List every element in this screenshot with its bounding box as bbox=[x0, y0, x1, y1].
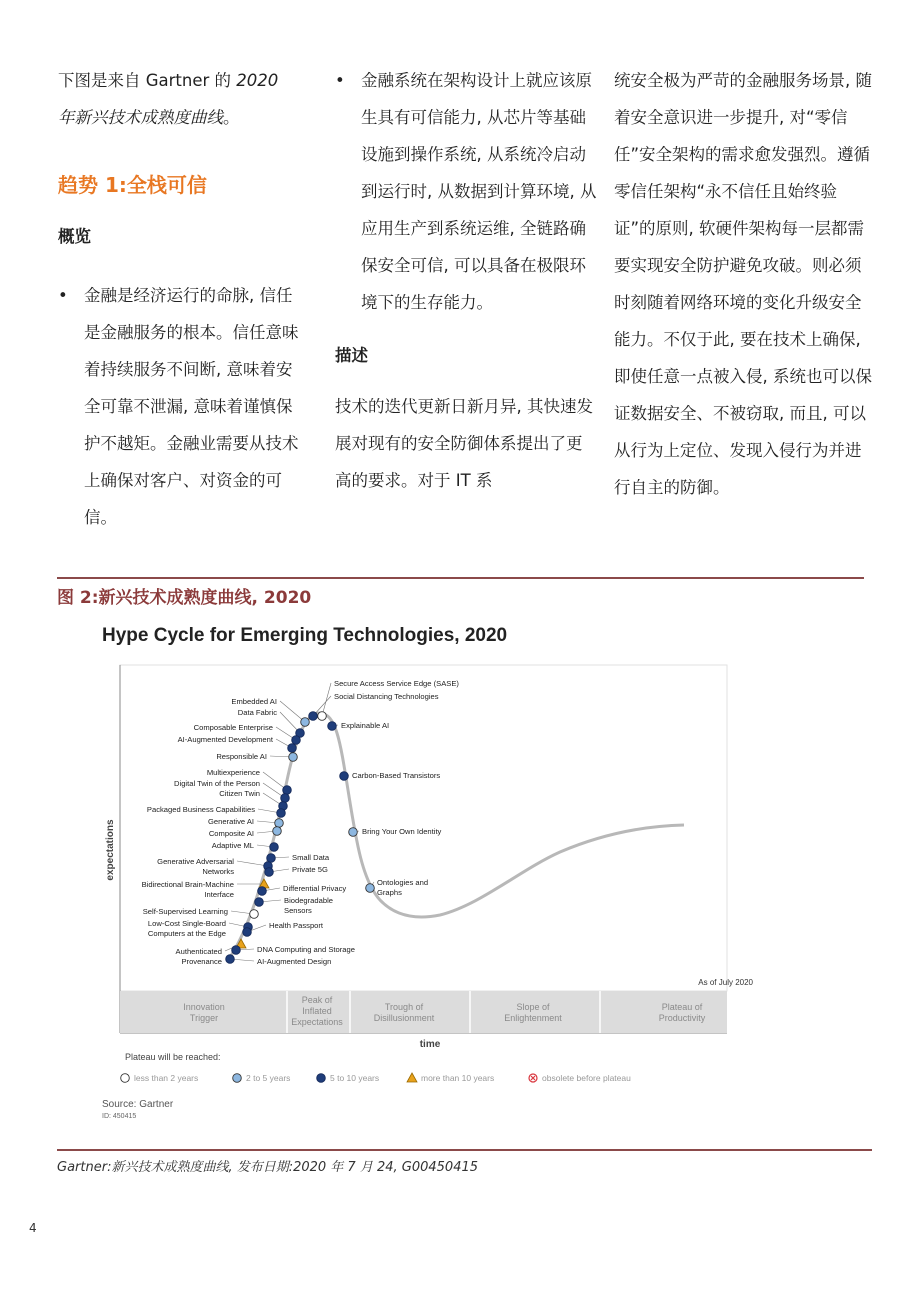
legend-label-5-to-10-years: 5 to 10 years bbox=[330, 1073, 380, 1083]
as-of-note: As of July 2020 bbox=[698, 978, 753, 987]
marker-multiexperience bbox=[283, 786, 292, 795]
marker-private-5g bbox=[265, 868, 274, 877]
marker-generative-ai bbox=[275, 819, 284, 828]
marker-bring-your-own-identity bbox=[349, 828, 358, 837]
label-social-distancing-technologies: Social Distancing Technologies bbox=[334, 692, 439, 701]
legend-marker-more-than-10-years bbox=[407, 1073, 417, 1082]
marker-composite-ai bbox=[273, 827, 282, 836]
label-generative-ai: Generative AI bbox=[207, 817, 254, 826]
label-citizen-twin: Citizen Twin bbox=[219, 789, 260, 798]
marker-small-data bbox=[267, 854, 276, 863]
marker-responsible-ai bbox=[289, 753, 298, 762]
legend-marker-2-to-5-years bbox=[233, 1074, 242, 1083]
label-ai-augmented-design: AI-Augmented Design bbox=[257, 957, 332, 966]
source-text: Source: Gartner bbox=[102, 1099, 174, 1110]
label-composite-ai: Composite AI bbox=[208, 829, 254, 838]
intro-year: 2020 bbox=[236, 71, 279, 90]
label-multiexperience: Multiexperience bbox=[206, 768, 260, 777]
marker-self-supervised-learning bbox=[250, 910, 259, 919]
marker-differential-privacy bbox=[258, 887, 267, 896]
bullet-text-1: 金融是经济运行的命脉, 信任是金融服务的根本。信任意味着持续服务不间断, 意味着安全可靠不泄漏, 意味着谨慎保护不越矩。金融业需要从技术上确保对客户、对资金的可信。 bbox=[84, 286, 299, 527]
label-responsible-ai: Responsible AI bbox=[216, 752, 267, 761]
label-ai-augmented-development: AI-Augmented Development bbox=[177, 735, 273, 744]
leader-secure-access-service-edge-sase bbox=[322, 683, 331, 716]
marker-digital-twin-of-the-person bbox=[281, 794, 290, 803]
marker-carbon-based-transistors bbox=[340, 772, 349, 781]
y-axis-label: expectations bbox=[105, 819, 116, 881]
label-low-cost-single-board-computers-at-the-edge: Low-Cost Single-Board Computers at the Edge bbox=[147, 919, 226, 938]
chart-title: Hype Cycle for Emerging Technologies, 2020 bbox=[102, 625, 508, 646]
bullet-icon: • bbox=[335, 71, 345, 90]
phase-label-slope-of-enlightenment: Slope of Enlightenment bbox=[504, 1002, 562, 1023]
legend-marker-5-to-10-years bbox=[317, 1074, 326, 1083]
leader-embedded-ai bbox=[280, 701, 305, 722]
label-digital-twin-of-the-person: Digital Twin of the Person bbox=[174, 779, 260, 788]
marker-secure-access-service-edge-sase bbox=[318, 712, 327, 721]
figure-bottom-rule bbox=[57, 1149, 872, 1151]
label-generative-adversarial-networks: Generative Adversarial Networks bbox=[157, 857, 234, 876]
label-packaged-business-capabilities: Packaged Business Capabilities bbox=[146, 805, 255, 814]
intro-period: 。 bbox=[223, 108, 240, 127]
legend-label-less-than-2-years: less than 2 years bbox=[134, 1073, 199, 1083]
phase-label-peak-of-inflated-expectations: Peak of Inflated Expectations bbox=[291, 995, 343, 1027]
description-heading: 描述 bbox=[335, 346, 368, 365]
legend-marker-less-than-2-years bbox=[121, 1074, 130, 1083]
label-adaptive-ml: Adaptive ML bbox=[211, 841, 254, 850]
label-ontologies-and-graphs: Ontologies and Graphs bbox=[377, 878, 429, 897]
description-text: 技术的迭代更新日新月异, 其快速发展对现有的安全防御体系提出了更高的要求。对于 IT 系 bbox=[335, 397, 593, 490]
label-explainable-ai: Explainable AI bbox=[341, 721, 390, 730]
intro-report-name: 年新兴技术成熟度曲线 bbox=[58, 108, 223, 127]
marker-embedded-ai bbox=[301, 718, 310, 727]
legend-label-2-to-5-years: 2 to 5 years bbox=[246, 1073, 291, 1083]
label-private-5g: Private 5G bbox=[292, 865, 328, 874]
label-bring-your-own-identity: Bring Your Own Identity bbox=[362, 827, 442, 836]
marker-dna-computing-and-storage bbox=[232, 946, 241, 955]
label-composable-enterprise: Composable Enterprise bbox=[193, 723, 273, 732]
marker-ontologies-and-graphs bbox=[366, 884, 375, 893]
phase-label-plateau-of-productivity: Plateau of Productivity bbox=[658, 1002, 706, 1023]
marker-ai-augmented-development bbox=[288, 744, 297, 753]
label-bidirectional-brain-machine-interface: Bidirectional Brain-Machine Interface bbox=[141, 880, 234, 899]
marker-social-distancing-technologies bbox=[309, 712, 318, 721]
label-dna-computing-and-storage: DNA Computing and Storage bbox=[257, 945, 355, 954]
label-biodegradable-sensors: Biodegradable Sensors bbox=[284, 896, 333, 915]
bullet-text-2: 金融系统在架构设计上就应该原生具有可信能力, 从芯片等基础设施到操作系统, 从系统冷启动到运行时, 从数据到计算环境, 从应用生产到系统运维, 全链路确保安全可信, 可以具备在极限环境下的生存能力。 bbox=[361, 71, 597, 312]
legend-title: Plateau will be reached: bbox=[125, 1052, 221, 1062]
legend-marker-obsolete-before-plateau bbox=[529, 1074, 537, 1082]
label-data-fabric: Data Fabric bbox=[237, 708, 277, 717]
phase-label-trough-of-disillusionment: Trough of Disillusionment bbox=[373, 1002, 435, 1023]
legend-label-more-than-10-years: more than 10 years bbox=[421, 1073, 495, 1083]
x-axis-label: time bbox=[419, 1039, 441, 1050]
marker-health-passport bbox=[243, 928, 252, 937]
page-number: 4 bbox=[29, 1221, 37, 1235]
overview-heading: 概览 bbox=[58, 227, 91, 246]
label-differential-privacy: Differential Privacy bbox=[283, 884, 347, 893]
marker-ai-augmented-design bbox=[226, 955, 235, 964]
bullet-icon: • bbox=[58, 286, 68, 305]
label-small-data: Small Data bbox=[292, 853, 330, 862]
label-secure-access-service-edge-sase: Secure Access Service Edge (SASE) bbox=[334, 679, 459, 688]
phase-label-innovation-trigger: Innovation Trigger bbox=[183, 1002, 225, 1023]
intro-text: 下图是来自 Gartner 的 bbox=[58, 71, 232, 90]
label-embedded-ai: Embedded AI bbox=[231, 697, 277, 706]
marker-explainable-ai bbox=[328, 722, 337, 731]
figure-caption: Gartner:新兴技术成熟度曲线, 发布日期:2020 年 7 月 24, G00450415 bbox=[57, 1160, 479, 1175]
label-health-passport: Health Passport bbox=[269, 921, 324, 930]
continued-text: 统安全极为严苛的金融服务场景, 随着安全意识进一步提升, 对“零信任”安全架构的需求愈发强烈。遵循零信任架构“永不信任且始终验证”的原则, 软硬件架构每一层都需要实现安全防护避免攻破。则必须时刻随着网络环境的变化升级安全能力。不仅于此, 要在技术上确保, 即使任意一点被入侵, 系统也可以保证数据安全、不被窃取, 而且, 可以从行为上定位、发现入侵行为并进行自主的防御。 bbox=[614, 71, 872, 497]
trend-heading: 趋势 1:全栈可信 bbox=[58, 173, 207, 197]
legend-label-obsolete-before-plateau: obsolete before plateau bbox=[542, 1073, 631, 1083]
label-self-supervised-learning: Self-Supervised Learning bbox=[142, 907, 228, 916]
marker-composable-enterprise bbox=[292, 736, 301, 745]
marker-adaptive-ml bbox=[270, 843, 279, 852]
label-authenticated-provenance: Authenticated Provenance bbox=[175, 947, 222, 966]
marker-biodegradable-sensors bbox=[255, 898, 264, 907]
phase-band bbox=[120, 991, 727, 1033]
figure-title: 图 2:新兴技术成熟度曲线, 2020 bbox=[57, 588, 312, 608]
label-carbon-based-transistors: Carbon-Based Transistors bbox=[352, 771, 441, 780]
legend bbox=[121, 1073, 631, 1083]
marker-packaged-business-capabilities bbox=[277, 809, 286, 818]
source-id: ID: 450415 bbox=[102, 1113, 137, 1120]
